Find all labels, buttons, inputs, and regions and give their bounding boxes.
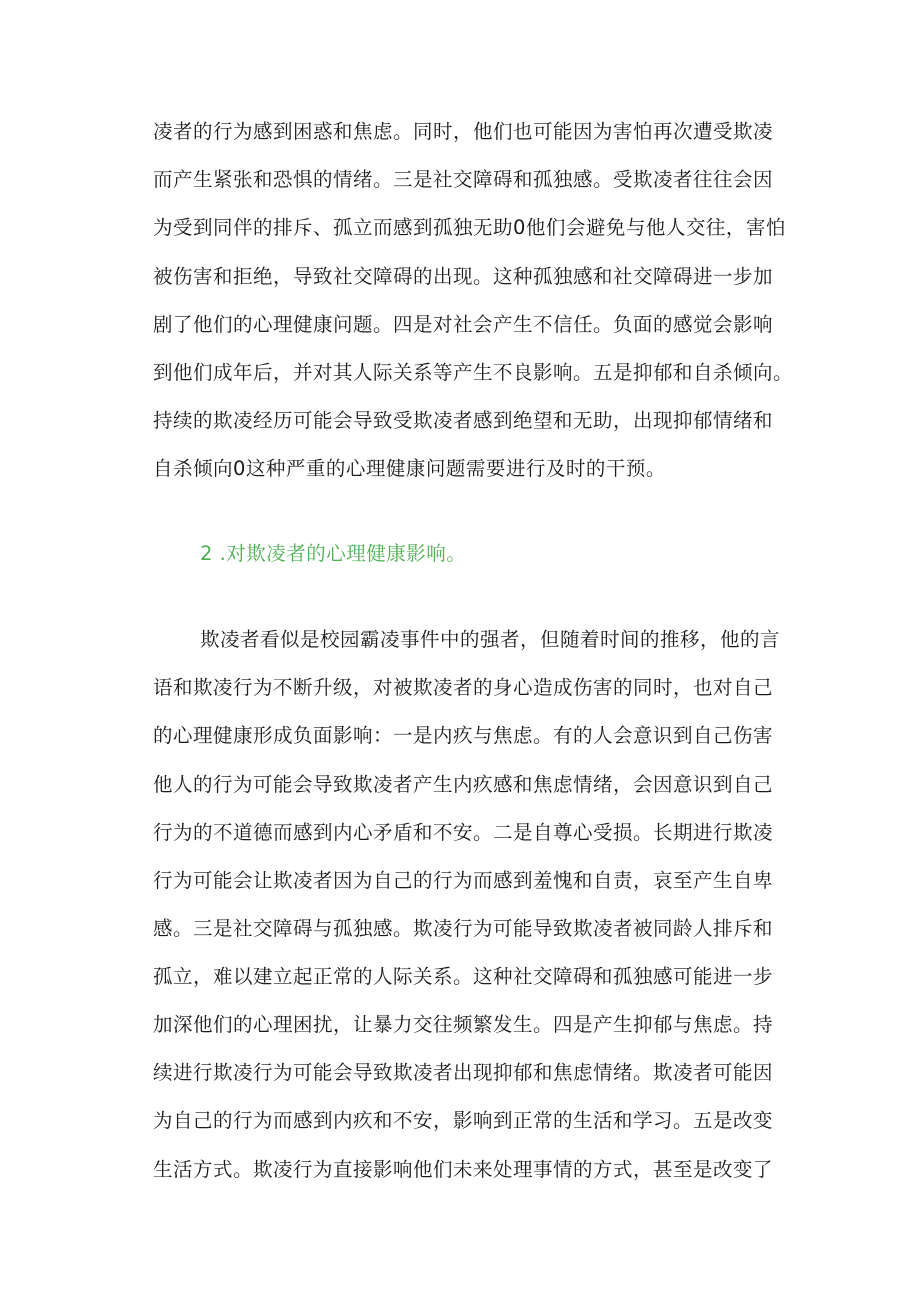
- text-line: 孤立，难以建立起正常的人际关系。这种社交障碍和孤独感可能进一步: [153, 965, 774, 988]
- text-line: 行为的不道德而感到内心矛盾和不安。二是自尊心受损。长期进行欺凌: [153, 821, 774, 844]
- text-line: 被伤害和拒绝，导致社交障碍的出现。这种孤独感和社交障碍进一步加: [153, 265, 774, 288]
- text-line: 行为可能会让欺凌者因为自己的行为而感到羞愧和自责，哀至产生自卑: [153, 869, 774, 892]
- text-line: 持续的欺凌经历可能会导致受欺凌者感到绝望和无助，出现抑郁情绪和: [153, 409, 774, 432]
- text-line: 续进行欺凌行为可能会导致欺凌者出现抑郁和焦虑情绪。欺凌者可能因: [153, 1061, 774, 1084]
- text-line: 生活方式。欺凌行为直接影响他们未来处理事情的方式，甚至是改变了: [153, 1158, 774, 1181]
- text-line: 的心理健康形成负面影响：一是内疚与焦虑。有的人会意识到自己伤害: [153, 724, 774, 747]
- text-line: 他人的行为可能会导致欺凌者产生内疚感和焦虑情绪，会因意识到自己: [153, 773, 774, 796]
- text-line: 感。三是社交障碍与孤独感。欺凌行为可能导致欺凌者被同龄人排斥和: [153, 917, 774, 940]
- section-heading: 2 .对欺凌者的心理健康影响。: [200, 542, 467, 565]
- text-line: 语和欺凌行为不断升级，对被欺凌者的身心造成伤害的同时，也对自己: [153, 676, 774, 699]
- text-line: 加深他们的心理困扰，让暴力交往频繁发生。四是产生抑郁与焦虑。持: [153, 1013, 774, 1036]
- text-line: 凌者的行为感到困惑和焦虑。同时，他们也可能因为害怕再次遭受欺凌: [153, 120, 774, 143]
- text-line: 剧了他们的心理健康问题。四是对社会产生不信任。负面的感觉会影响: [153, 313, 774, 336]
- text-line: 到他们成年后，并对其人际关系等产生不良影响。五是抑郁和自杀倾向。: [153, 361, 793, 384]
- text-line: 欺凌者看似是校园霸凌事件中的强者，但随着时间的推移，他的言: [200, 628, 781, 651]
- text-line: 为受到同伴的排斥、孤立而感到孤独无助0他们会避免与他人交往，害怕: [153, 216, 786, 239]
- text-line: 为自己的行为而感到内疚和不安，影响到正常的生活和学习。五是改变: [153, 1109, 774, 1132]
- text-line: 而产生紧张和恐惧的情绪。三是社交障碍和孤独感。受欺凌者往往会因: [153, 168, 774, 191]
- text-line: 自杀倾向0这种严重的心理健康问题需要进行及时的干预。: [153, 457, 666, 480]
